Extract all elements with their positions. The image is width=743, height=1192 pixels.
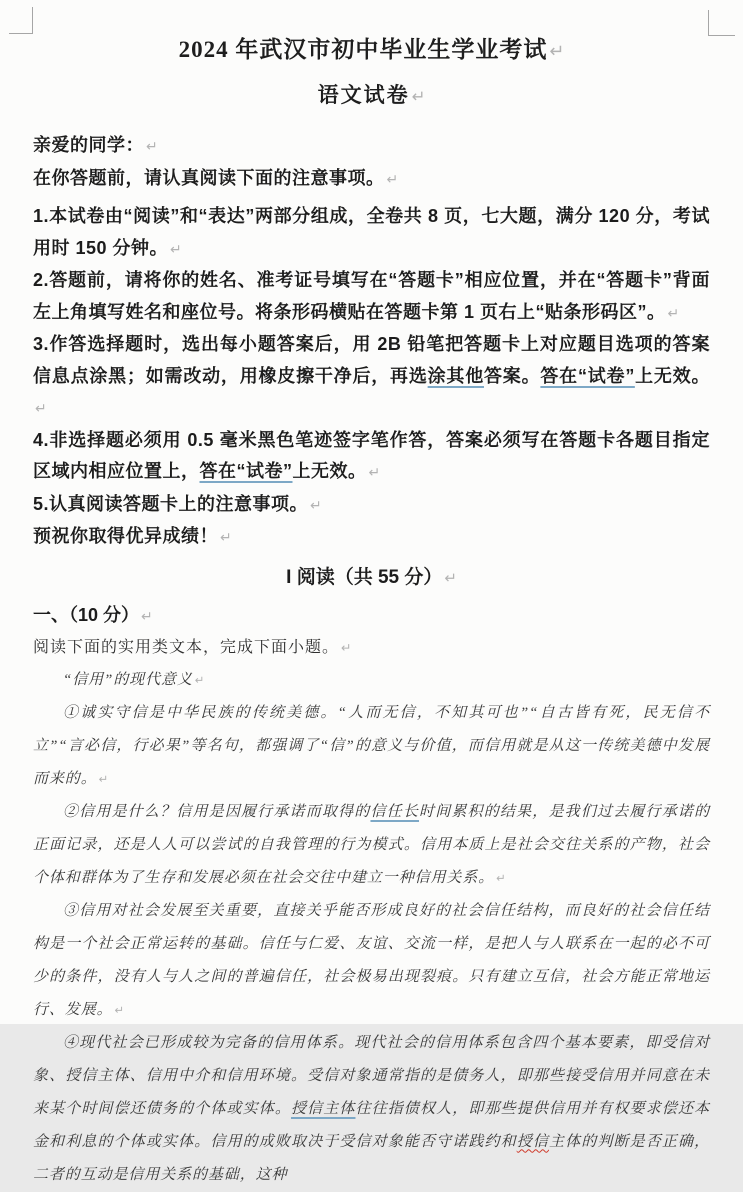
paragraph-mark: ↵ — [170, 240, 182, 257]
passage-title — [33, 664, 710, 697]
paragraph-mark: ↵ — [146, 138, 158, 154]
passage-title-text: “信用”的现代意义 — [63, 671, 193, 688]
text-segment: 4.非选择题必须用 0.5 毫米黑色笔迹签字笔作答，答案必须写在答题卡各题目指定区域内相应位置上， — [33, 429, 710, 481]
reading-passage — [33, 664, 710, 1192]
paragraph-mark: ↵ — [549, 41, 565, 61]
page-margin-corner-mark-left — [9, 7, 33, 34]
notice-item-1 — [33, 201, 710, 265]
notice-intro-text: 在你答题前，请认真阅读下面的注意事项。 — [33, 167, 385, 188]
text-segment: ②信用是什么？信用是因履行承诺而取得的 — [63, 803, 371, 820]
underlined-text: 信任长 — [370, 803, 420, 820]
question-1-heading — [33, 600, 710, 632]
passage-paragraph-1-text: ①诚实守信是中华民族的传统美德。“人而无信，不知其可也”“自古皆有死，民无信不立”“言必信，行必果”等名句，都强调了“信”的意义与价值，而信用就是从这一传统美德中发展而来的。 — [33, 704, 710, 787]
page-margin-corner-mark-right — [708, 10, 735, 36]
notice-intro — [33, 163, 710, 196]
passage-paragraph-3-text: ③信用对社会发展至关重要，直接关乎能否形成良好的社会信任结构，而良好的社会信任结构是一个社会正常运转的基础。信任与仁爱、友谊、交流一样，是把人与人联系在一起的必不可少的条件，没有人与人之间的普遍信任，社会极易出现裂痕。只有建立互信，社会方能正常地运行、发展。 — [33, 902, 710, 1018]
paragraph-mark: ↵ — [386, 170, 399, 187]
exam-subtitle — [33, 82, 710, 110]
paragraph-mark: ↵ — [496, 871, 506, 885]
notice-item-4 — [33, 425, 710, 489]
text-segment: ④现代社会已形成较为完备的信用体系。现代社会的信用体系包含四个基本要素，即受信对象、授信主体、信用中介和信用环境。受信对象通常指的是债务人，即那些接受信用并同意在未来某个时间偿还债务的个体或实体。 — [33, 1034, 710, 1117]
notice-item-5 — [33, 489, 710, 522]
underlined-text: 授信 — [516, 1133, 549, 1150]
exam-title-text: 2024 年武汉市初中毕业生学业考试 — [178, 37, 548, 62]
underlined-text: 答在“试卷” — [199, 461, 293, 481]
notice-item-2 — [33, 265, 710, 329]
notice-item-5-text: 5.认真阅读答题卡上的注意事项。 — [33, 493, 309, 514]
paragraph-mark: ↵ — [310, 496, 322, 513]
question-1-heading-text: 一、（10 分） — [33, 604, 140, 625]
paragraph-mark: ↵ — [368, 464, 381, 480]
section-1-heading — [33, 563, 710, 594]
paragraph-mark: ↵ — [667, 304, 680, 321]
notice-item-1-text: 1.本试卷由“阅读”和“表达”两部分组成，全卷共 8 页，七大题，满分 120 分，考试用时 150 分钟。 — [33, 206, 710, 258]
notice-salutation — [33, 130, 710, 163]
exam-subtitle-text: 语文试卷 — [317, 83, 410, 107]
passage-paragraph-3 — [33, 895, 710, 1027]
text-segment: 上无效。 — [292, 461, 367, 481]
question-1-intro-text: 阅读下面的实用类文本，完成下面小题。 — [33, 638, 340, 656]
notice-wish-text: 预祝你取得优异成绩！ — [33, 526, 218, 546]
paragraph-mark: ↵ — [194, 673, 205, 687]
paragraph-mark: ↵ — [35, 400, 47, 416]
question-1-intro — [33, 632, 710, 664]
text-segment: 上无效。 — [634, 365, 711, 386]
passage-paragraph-2 — [33, 796, 710, 895]
paragraph-mark: ↵ — [220, 529, 232, 545]
paragraph-mark: ↵ — [444, 570, 457, 587]
text-segment: 答案。 — [484, 365, 541, 386]
passage-paragraph-4 — [33, 1027, 710, 1192]
text-segment: 时间累积的结果，是我们过去履行承诺的正面记录，还是人人可以尝试的自我管理的行为模式。信用本质上是社会交往关系的产物，社会个体和群体为了生存和发展必须在社会交往中建立一种信用关系。 — [33, 803, 711, 886]
paragraph-mark: ↵ — [141, 607, 153, 624]
notice-item-3 — [33, 329, 710, 425]
exam-notice-section — [33, 130, 710, 554]
notice-wish — [33, 521, 710, 554]
section-1-heading-text: I 阅读（共 55 分） — [286, 566, 443, 588]
passage-paragraph-1 — [33, 697, 710, 796]
text-segment: 主体的判断是否正确，二者的互动是信用关系的基础，这种 — [33, 1133, 710, 1183]
underlined-text: 答在“试卷” — [540, 365, 635, 386]
paragraph-mark: ↵ — [411, 87, 426, 106]
paragraph-mark: ↵ — [341, 640, 352, 655]
underlined-text: 涂其他 — [427, 365, 484, 386]
paragraph-mark: ↵ — [114, 1003, 125, 1017]
notice-salutation-text: 亲爱的同学： — [33, 135, 144, 155]
paragraph-mark: ↵ — [98, 772, 109, 786]
text-segment: 往往指债权人，即那些提供信用并有权要求偿还本金和利息的个体或实体。信用的成败取决于受信对象能否守诺践约和 — [33, 1100, 710, 1150]
notice-item-2-text: 2.答题前，请将你的姓名、准考证号填写在“答题卡”相应位置，并在“答题卡”背面左上角填写姓名和座位号。将条形码横贴在答题卡第 1 页右上“贴条形码区”。 — [33, 270, 710, 322]
text-segment: 3.作答选择题时，选出每小题答案后，用 2B 铅笔把答题卡上对应题目选项的答案信息点涂黑；如需改动，用橡皮擦干净后，再选 — [33, 334, 710, 386]
underlined-text: 授信主体 — [290, 1100, 356, 1117]
exam-title — [33, 36, 710, 65]
